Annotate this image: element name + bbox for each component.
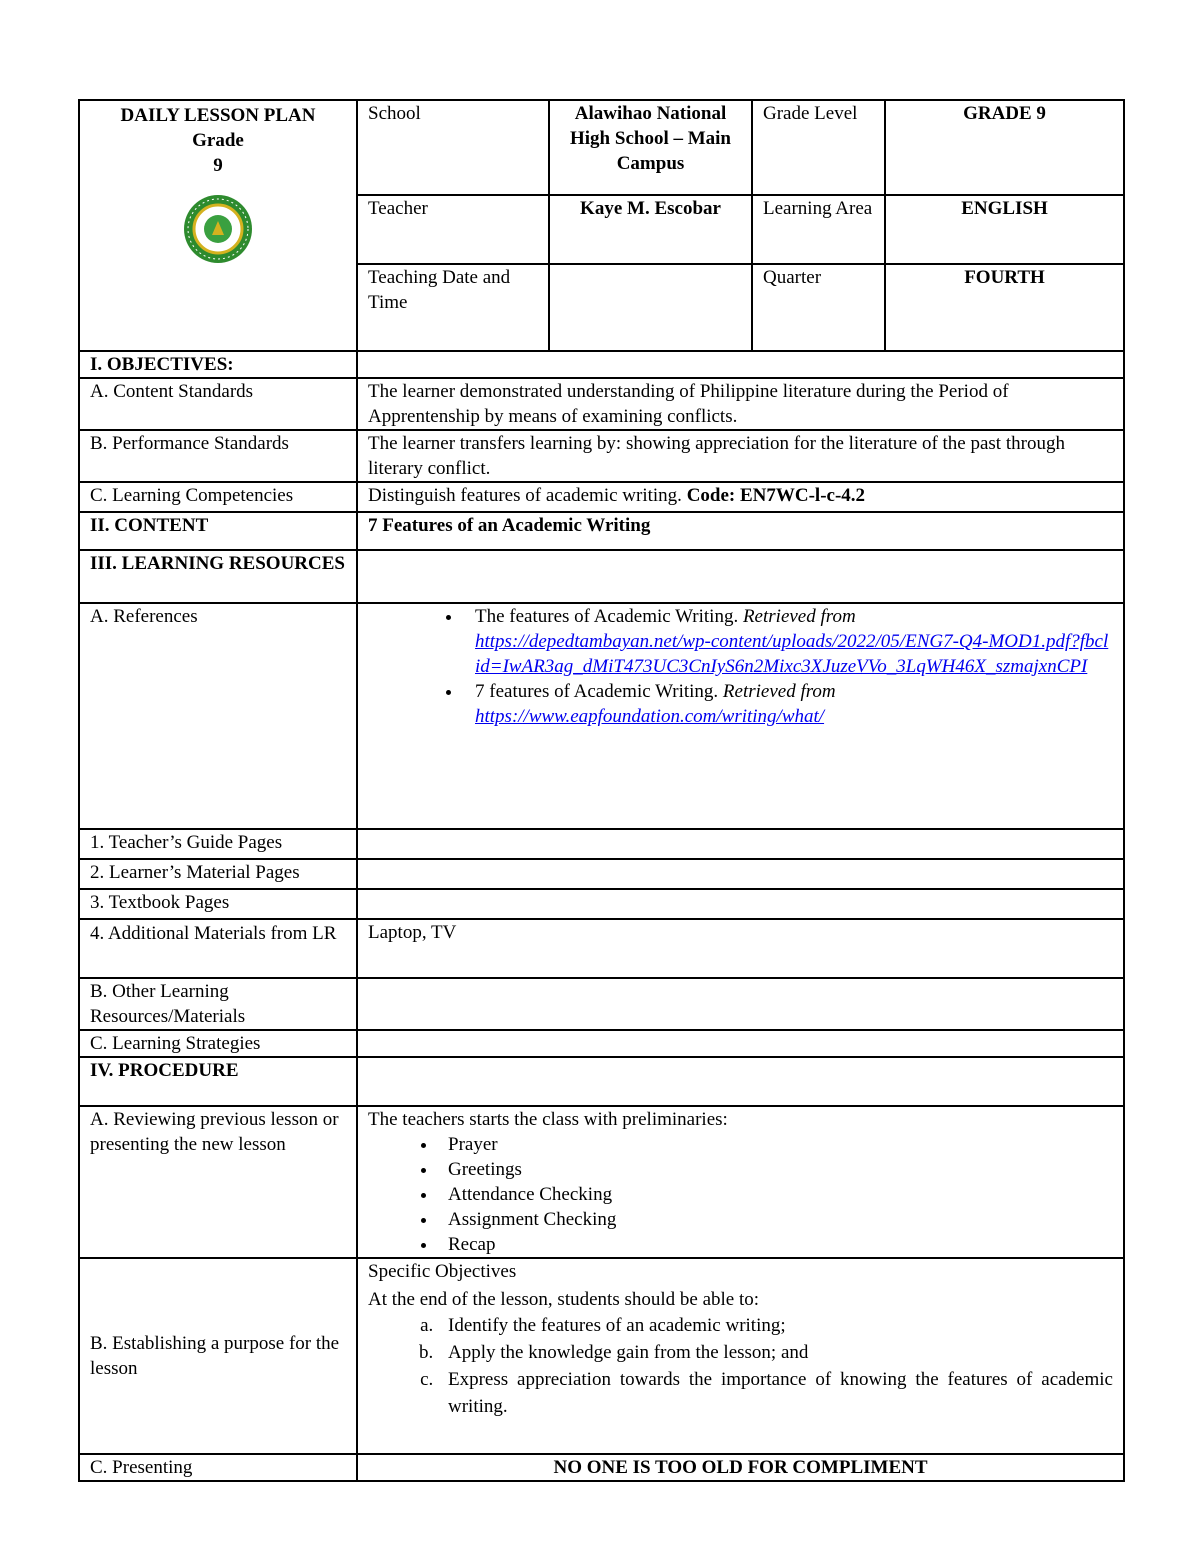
purpose-cell (357, 1258, 1124, 1454)
teacher-label: Teacher (357, 195, 549, 264)
teachers-guide-label: 1. Teacher’s Guide Pages (79, 829, 357, 859)
list-item: • Prayer (438, 1132, 1113, 1157)
teacher-value: Kaye M. Escobar (549, 195, 752, 264)
reference-1-text: The features of Academic Writing. (475, 606, 739, 627)
lesson-plan-title: DAILY LESSON PLAN (120, 105, 316, 126)
learners-material-label: 2. Learner’s Material Pages (79, 859, 357, 889)
quarter-value: FOURTH (885, 264, 1124, 351)
list-item: c. Express appreciation towards the importance of knowing the features of academic writing. (438, 1366, 1113, 1420)
procedure-heading: IV. PROCEDURE (79, 1057, 357, 1106)
teaching-date-value (549, 264, 752, 351)
list-item: • Assignment Checking (438, 1207, 1113, 1232)
learning-competencies-value: Distinguish features of academic writing. (368, 485, 682, 506)
textbook-pages-value (357, 889, 1124, 919)
reference-item (463, 679, 1113, 729)
reference-2-link[interactable]: https://www.eapfoundation.com/writing/what/ (475, 706, 825, 727)
references-cell (357, 603, 1124, 829)
reference-1-retrieved: Retrieved from (742, 606, 856, 627)
learning-area-value: ENGLISH (885, 195, 1124, 264)
lesson-plan-table (78, 99, 1125, 1482)
learning-strategies-value (357, 1030, 1124, 1057)
objectives-heading: I. OBJECTIVES: (79, 351, 357, 378)
textbook-pages-label: 3. Textbook Pages (79, 889, 357, 919)
purpose-label: B. Establishing a purpose for the lesson (79, 1258, 357, 1454)
reference-item (463, 604, 1113, 679)
review-intro: The teachers starts the class with preliminaries: (368, 1109, 728, 1130)
grade-level-value: GRADE 9 (885, 100, 1124, 195)
reference-2-retrieved: Retrieved from (722, 681, 836, 702)
grade-caption: Grade (192, 130, 244, 151)
learning-competencies-label: C. Learning Competencies (79, 482, 357, 512)
presenting-label: C. Presenting (79, 1454, 357, 1481)
references-label: A. References (79, 603, 357, 829)
teachers-guide-value (357, 829, 1124, 859)
learning-strategies-label: C. Learning Strategies (79, 1030, 357, 1057)
learning-resources-heading: III. LEARNING RESOURCES (79, 550, 357, 603)
other-resources-value (357, 978, 1124, 1030)
reference-2-text: 7 features of Academic Writing. (475, 681, 719, 702)
teaching-date-label: Teaching Date and Time (357, 264, 549, 351)
school-seal-icon (183, 194, 253, 264)
content-value: 7 Features of an Academic Writing (357, 512, 1124, 550)
list-item: • Greetings (438, 1157, 1113, 1182)
learning-competencies-cell (357, 482, 1124, 512)
purpose-intro: At the end of the lesson, students should be able to: (368, 1289, 760, 1310)
list-item: • Attendance Checking (438, 1182, 1113, 1207)
purpose-list (368, 1312, 1113, 1420)
performance-standards-label: B. Performance Standards (79, 430, 357, 482)
grade-number: 9 (213, 155, 223, 176)
learners-material-value (357, 859, 1124, 889)
grade-level-label: Grade Level (752, 100, 885, 195)
list-item: • Recap (438, 1232, 1113, 1257)
school-label: School (357, 100, 549, 195)
content-standards-label: A. Content Standards (79, 378, 357, 430)
learning-resources-blank (357, 550, 1124, 603)
review-list (368, 1132, 1113, 1257)
review-label: A. Reviewing previous lesson or presenting the new lesson (79, 1106, 357, 1258)
performance-standards-value: The learner transfers learning by: showing appreciation for the literature of the past through literary conflict. (357, 430, 1124, 482)
additional-materials-value: Laptop, TV (357, 919, 1124, 978)
objectives-heading-blank (357, 351, 1124, 378)
review-cell (357, 1106, 1124, 1258)
references-list (368, 604, 1113, 729)
school-value: Alawihao National High School – Main Campus (549, 100, 752, 195)
purpose-heading: Specific Objectives (368, 1261, 517, 1282)
list-item: a. Identify the features of an academic writing; (438, 1312, 1113, 1339)
learning-area-label: Learning Area (752, 195, 885, 264)
quarter-label: Quarter (752, 264, 885, 351)
procedure-heading-blank (357, 1057, 1124, 1106)
additional-materials-label: 4. Additional Materials from LR (79, 919, 357, 978)
learning-competencies-code: Code: EN7WC-l-c-4.2 (686, 485, 866, 506)
reference-1-link[interactable]: https://depedtambayan.net/wp-content/uploads/2022/05/ENG7-Q4-MOD1.pdf?fbclid=IwAR3ag_dMiT473UC3CnIyS6n2Mixc3XJuzeVVo_3LqWH46X_szmajxnCPI (475, 631, 1109, 677)
lesson-plan-title-cell (79, 100, 357, 351)
content-standards-value: The learner demonstrated understanding of Philippine literature during the Period of Apprentenship by means of examining conflicts. (357, 378, 1124, 430)
other-resources-label: B. Other Learning Resources/Materials (79, 978, 357, 1030)
list-item: b. Apply the knowledge gain from the lesson; and (438, 1339, 1113, 1366)
presenting-value: NO ONE IS TOO OLD FOR COMPLIMENT (357, 1454, 1124, 1481)
content-heading: II. CONTENT (79, 512, 357, 550)
